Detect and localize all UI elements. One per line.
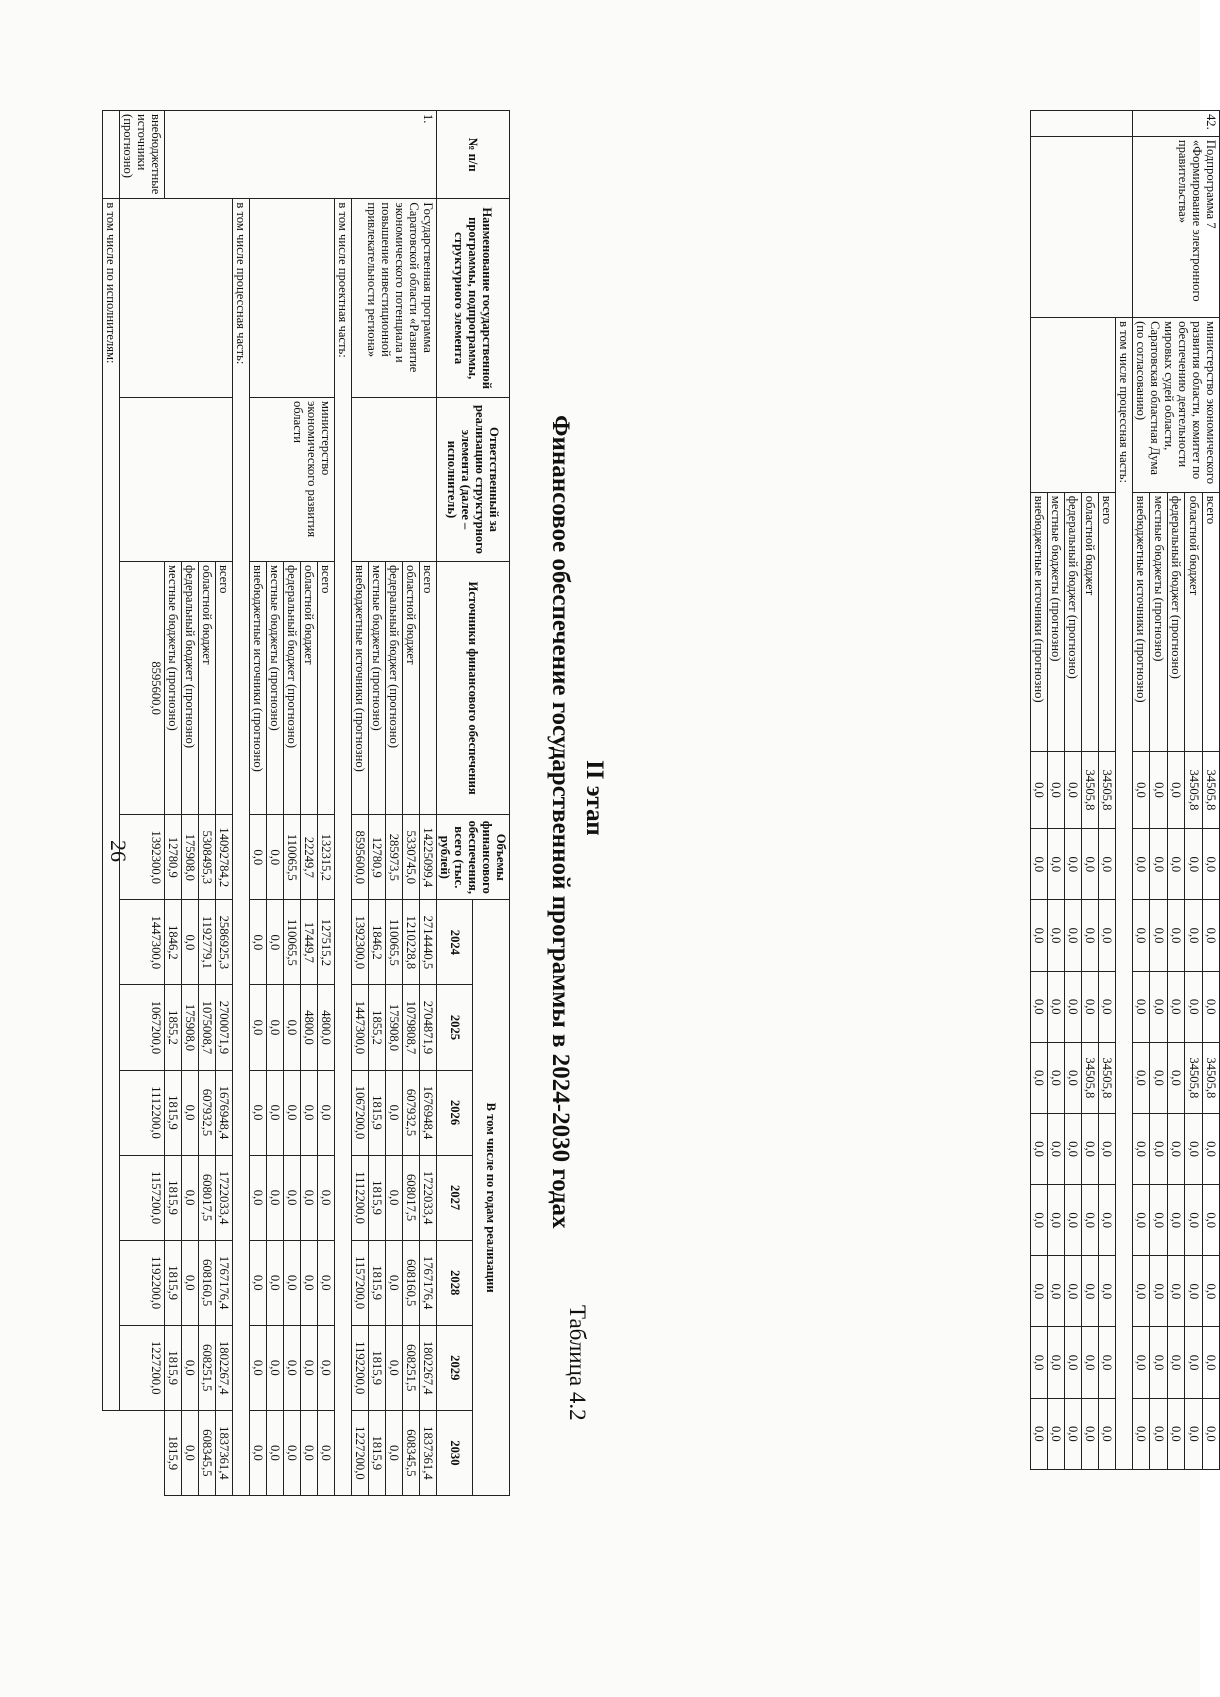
value-cell: 0,0 [1150,900,1167,971]
value-cell: 0,0 [1185,971,1202,1042]
value-cell: 5308495,3 [199,815,216,900]
source-cell: всего [1202,492,1219,751]
value-cell: 110065,5 [284,815,301,900]
value-cell: 0,0 [182,1325,199,1410]
value-cell: 175908,0 [386,985,403,1070]
source-cell: федеральный бюджет (прогнозно) [182,562,199,815]
value-cell: 0,0 [1167,1042,1184,1113]
value-cell: 0,0 [267,1155,284,1240]
value-cell: 1815,9 [165,1410,182,1495]
value-cell: 0,0 [1150,751,1167,829]
source-cell: федеральный бюджет (прогнозно) [284,562,301,815]
value-cell: 1855,2 [369,985,386,1070]
value-cell: 1192200,0 [120,1240,165,1325]
section-row [1116,111,1133,1470]
value-cell: 0,0 [1133,829,1150,900]
value-cell: 1392300,0 [120,815,165,900]
value-cell: 0,0 [1065,1327,1082,1398]
source-cell: местные бюджеты (прогнозно) [1048,492,1065,751]
value-cell: 0,0 [1133,1398,1150,1469]
value-cell: 0,0 [1202,829,1219,900]
value-cell: 0,0 [318,1070,335,1155]
table-row [318,111,335,1496]
value-cell: 0,0 [250,1240,267,1325]
header-year: 2028 [437,1240,474,1325]
header-year: 2024 [437,900,474,985]
value-cell: 0,0 [284,1240,301,1325]
value-cell: 0,0 [1082,1398,1099,1469]
value-cell: 285973,5 [386,815,403,900]
section-label: в том числе процессная часть: [233,199,250,1496]
value-cell: 5330745,0 [403,815,420,900]
empty-cell [352,397,437,561]
source-cell: областной бюджет [199,562,216,815]
value-cell: 34505,8 [1082,751,1099,829]
value-cell: 0,0 [1031,1327,1048,1398]
value-cell: 0,0 [1133,751,1150,829]
value-cell: 0,0 [1202,1398,1219,1469]
value-cell: 0,0 [1133,1042,1150,1113]
value-cell: 608017,5 [199,1155,216,1240]
header-responsible: Ответственный за реализацию структурного элемента (далее – исполнитель) [437,397,510,561]
value-cell: 1815,9 [165,1325,182,1410]
value-cell: 0,0 [1048,829,1065,900]
value-cell: 1676948,4 [216,1070,233,1155]
value-cell: 0,0 [1185,900,1202,971]
value-cell: 110065,5 [386,900,403,985]
value-cell: 4800,0 [318,985,335,1070]
value-cell: 0,0 [1167,1327,1184,1398]
table-title: Финансовое обеспечение государственной программы в 2024-2030 годах [547,415,574,1229]
value-cell: 608251,5 [403,1325,420,1410]
source-cell: местные бюджеты (прогнозно) [1150,492,1167,751]
responsible-cell: министерство экономического развития области, комитет по обеспечению деятельности мировых судей области, Саратовская областная Дума (по согласованию) [1133,318,1220,493]
value-cell: 0,0 [182,1410,199,1495]
value-cell: 0,0 [267,1325,284,1410]
value-cell: 608345,5 [403,1410,420,1495]
header-by-years: В том числе по годам реализации [473,900,510,1496]
value-cell: 1227200,0 [352,1410,369,1495]
value-cell: 0,0 [1150,1327,1167,1398]
value-cell: 0,0 [1048,1113,1065,1184]
value-cell: 0,0 [267,985,284,1070]
value-cell: 0,0 [1065,829,1082,900]
value-cell: 0,0 [1167,1398,1184,1469]
value-cell: 110065,5 [284,900,301,985]
value-cell: 0,0 [1065,1256,1082,1327]
value-cell: 0,0 [284,1070,301,1155]
empty-cell [120,397,233,561]
empty-cell [103,111,120,199]
value-cell: 0,0 [1082,900,1099,971]
value-cell: 0,0 [1048,751,1065,829]
source-cell: внебюджетные источники (прогнозно) [1133,492,1150,751]
value-cell: 1815,9 [165,1070,182,1155]
header-volume: Объемы финансового обеспечения, всего (тыс. рублей) [437,815,510,900]
value-cell: 1447300,0 [352,985,369,1070]
value-cell: 1192200,0 [352,1325,369,1410]
value-cell: 1157200,0 [352,1240,369,1325]
source-cell: местные бюджеты (прогнозно) [267,562,284,815]
value-cell: 0,0 [1082,1185,1099,1256]
source-cell: федеральный бюджет (прогнозно) [1167,492,1184,751]
value-cell: 0,0 [182,1240,199,1325]
value-cell: 0,0 [1133,971,1150,1042]
value-cell: 0,0 [1150,1398,1167,1469]
value-cell: 0,0 [267,815,284,900]
value-cell: 0,0 [284,1325,301,1410]
value-cell: 0,0 [1202,971,1219,1042]
value-cell: 0,0 [1082,1113,1099,1184]
responsible-cell: министерство экономического развития области [250,397,335,561]
value-cell: 0,0 [1185,1256,1202,1327]
value-cell: 0,0 [1167,900,1184,971]
source-cell: областной бюджет [301,562,318,815]
value-cell: 0,0 [267,900,284,985]
header-no: № п/п [437,111,510,199]
value-cell: 0,0 [1167,1185,1184,1256]
table-row [1202,111,1219,1470]
value-cell: 1802267,4 [420,1325,437,1410]
value-cell: 0,0 [284,1410,301,1495]
value-cell: 1067200,0 [352,1070,369,1155]
value-cell: 2586925,3 [216,900,233,985]
value-cell: 0,0 [386,1410,403,1495]
value-cell: 1192779,1 [199,900,216,985]
value-cell: 0,0 [1185,1327,1202,1398]
header-year: 2029 [437,1325,474,1410]
value-cell: 1815,9 [369,1070,386,1155]
value-cell: 0,0 [1099,829,1116,900]
value-cell: 34505,8 [1099,751,1116,829]
value-cell: 1802267,4 [216,1325,233,1410]
value-cell: 0,0 [1048,1327,1065,1398]
section-row [103,111,120,1496]
value-cell: 1767176,4 [216,1240,233,1325]
value-cell: 175908,0 [182,815,199,900]
value-cell: 0,0 [1150,1185,1167,1256]
value-cell: 608160,5 [403,1240,420,1325]
program-name: Государственная программа Саратовской области «Развитие экономического потенциала и повышение инвестиционной привлекательности региона» [352,199,437,398]
source-cell: местные бюджеты (прогнозно) [369,562,386,815]
source-cell: внебюджетные источники (прогнозно) [250,562,267,815]
source-cell: федеральный бюджет (прогнозно) [1065,492,1082,751]
value-cell: 0,0 [1133,1256,1150,1327]
header-year: 2026 [437,1070,474,1155]
source-cell: федеральный бюджет (прогнозно) [386,562,403,815]
value-cell: 0,0 [1099,971,1116,1042]
empty-cell [1031,318,1116,493]
value-cell: 0,0 [1167,829,1184,900]
value-cell: 0,0 [1167,971,1184,1042]
subprogram-table-body [1031,111,1220,1470]
value-cell: 0,0 [1048,1256,1065,1327]
value-cell: 1392300,0 [352,900,369,985]
source-cell: всего [216,562,233,815]
value-cell: 1815,9 [165,1155,182,1240]
section-label: в том числе процессная часть: [1116,318,1133,1470]
value-cell: 0,0 [386,1155,403,1240]
value-cell: 0,0 [1031,1256,1048,1327]
value-cell: 0,0 [1065,971,1082,1042]
value-cell: 0,0 [1065,900,1082,971]
value-cell: 34505,8 [1099,1042,1116,1113]
value-cell: 132315,2 [318,815,335,900]
source-cell: областной бюджет [403,562,420,815]
value-cell: 0,0 [301,1070,318,1155]
value-cell: 1210228,8 [403,900,420,985]
section-row [335,111,352,1496]
value-cell: 0,0 [284,1155,301,1240]
value-cell: 4800,0 [301,985,318,1070]
value-cell: 0,0 [1031,751,1048,829]
row-number: 1. [165,111,437,199]
value-cell: 0,0 [250,900,267,985]
value-cell: 1067200,0 [120,985,165,1070]
value-cell: 0,0 [250,1325,267,1410]
value-cell: 1815,9 [369,1240,386,1325]
value-cell: 0,0 [1133,1327,1150,1398]
value-cell: 0,0 [1048,971,1065,1042]
value-cell: 0,0 [1031,900,1048,971]
header-row-1 [473,111,510,1496]
value-cell: 14092784,2 [216,815,233,900]
value-cell: 2704871,9 [420,985,437,1070]
value-cell: 0,0 [1150,1113,1167,1184]
value-cell: 0,0 [1048,1042,1065,1113]
value-cell: 0,0 [1133,1113,1150,1184]
value-cell: 0,0 [301,1240,318,1325]
value-cell: 1676948,4 [420,1070,437,1155]
value-cell: 0,0 [182,900,199,985]
value-cell: 175908,0 [182,985,199,1070]
value-cell: 608160,5 [199,1240,216,1325]
value-cell: 0,0 [250,1155,267,1240]
financing-table [102,110,510,1496]
value-cell: 0,0 [1065,1042,1082,1113]
value-cell: 0,0 [1167,1256,1184,1327]
header-year: 2030 [437,1410,474,1495]
value-cell: 0,0 [386,1325,403,1410]
value-cell: 1815,9 [369,1410,386,1495]
value-cell: 0,0 [1099,1113,1116,1184]
value-cell: 0,0 [1099,900,1116,971]
source-cell: местные бюджеты (прогнозно) [165,562,182,815]
value-cell: 0,0 [1202,1327,1219,1398]
source-cell: всего [318,562,335,815]
value-cell: 0,0 [1202,1113,1219,1184]
header-year: 2027 [437,1155,474,1240]
value-cell: 0,0 [1065,1113,1082,1184]
source-cell: внебюджетные источники (прогнозно) [352,562,369,815]
value-cell: 0,0 [1167,1113,1184,1184]
value-cell: 8595600,0 [120,562,165,815]
value-cell: 0,0 [1150,1256,1167,1327]
value-cell: 1846,2 [165,900,182,985]
value-cell: 34505,8 [1185,1042,1202,1113]
value-cell: 607932,5 [199,1070,216,1155]
value-cell: 0,0 [318,1240,335,1325]
value-cell: 0,0 [301,1155,318,1240]
value-cell: 0,0 [182,1155,199,1240]
value-cell: 0,0 [1082,1256,1099,1327]
value-cell: 0,0 [1185,1185,1202,1256]
program-name: Подпрограмма 7 «Формирование электронного правительства» [1133,136,1220,317]
value-cell: 0,0 [1082,829,1099,900]
financing-table-body [103,111,437,1496]
empty-cell [120,199,233,398]
value-cell: 0,0 [1065,1398,1082,1469]
value-cell: 0,0 [318,1155,335,1240]
subprogram-table [1030,110,1220,1470]
value-cell: 0,0 [267,1240,284,1325]
value-cell: 1767176,4 [420,1240,437,1325]
value-cell: 0,0 [250,1410,267,1495]
value-cell: 0,0 [250,985,267,1070]
value-cell: 8595600,0 [352,815,369,900]
value-cell: 0,0 [1185,1113,1202,1184]
stage-label: II этап [581,760,608,836]
value-cell: 1079808,7 [403,985,420,1070]
value-cell: 0,0 [1031,1398,1048,1469]
value-cell: 0,0 [1031,1042,1048,1113]
value-cell: 0,0 [1065,751,1082,829]
value-cell: 14225099,4 [420,815,437,900]
value-cell: 0,0 [1133,1185,1150,1256]
value-cell: 1815,9 [165,1240,182,1325]
value-cell: 1855,2 [165,985,182,1070]
value-cell: 0,0 [1150,971,1167,1042]
value-cell: 1227200,0 [120,1325,165,1410]
value-cell: 0,0 [1048,1185,1065,1256]
section-row [233,111,250,1496]
value-cell: 34505,8 [1082,1042,1099,1113]
empty-cell [1031,136,1133,317]
value-cell: 0,0 [1031,1113,1048,1184]
value-cell: 0,0 [267,1070,284,1155]
value-cell: 0,0 [1048,1398,1065,1469]
value-cell: 0,0 [301,1410,318,1495]
value-cell: 34505,8 [1202,1042,1219,1113]
value-cell: 0,0 [1185,1398,1202,1469]
row-number: 42. [1133,111,1220,137]
value-cell: 0,0 [318,1325,335,1410]
header-year: 2025 [437,985,474,1070]
value-cell: 34505,8 [1202,751,1219,829]
source-cell: внебюджетные источники (прогнозно) [120,111,165,199]
table-number: Таблица 4.2 [565,1305,590,1421]
section-label: в том числе по исполнителям: [103,199,120,1410]
header-name: Наименование государственной программы, подпрограммы, структурного элемента [437,199,510,398]
section-label: в том числе проектная часть: [335,199,352,1496]
value-cell: 608345,5 [199,1410,216,1495]
value-cell: 0,0 [1048,900,1065,971]
value-cell: 0,0 [250,815,267,900]
value-cell: 0,0 [1167,751,1184,829]
value-cell: 0,0 [301,1325,318,1410]
value-cell: 0,0 [1202,900,1219,971]
value-cell: 0,0 [1082,1327,1099,1398]
value-cell: 0,0 [1185,829,1202,900]
value-cell: 1447300,0 [120,900,165,985]
empty-cell [1031,111,1133,137]
source-cell: всего [1099,492,1116,751]
source-cell: областной бюджет [1185,492,1202,751]
value-cell: 0,0 [1031,1185,1048,1256]
value-cell: 0,0 [1099,1256,1116,1327]
value-cell: 1837361,4 [420,1410,437,1495]
value-cell: 2700071,9 [216,985,233,1070]
header-sources: Источники финансового обеспечения [437,562,510,815]
value-cell: 0,0 [1082,971,1099,1042]
source-cell: внебюджетные источники (прогнозно) [1031,492,1048,751]
value-cell: 1815,9 [369,1325,386,1410]
table-row [216,111,233,1496]
value-cell: 1846,2 [369,900,386,985]
value-cell: 608017,5 [403,1155,420,1240]
value-cell: 2714440,5 [420,900,437,985]
value-cell: 0,0 [1150,829,1167,900]
value-cell: 34505,8 [1185,751,1202,829]
value-cell: 17449,7 [301,900,318,985]
value-cell: 607932,5 [403,1070,420,1155]
value-cell: 0,0 [386,1070,403,1155]
value-cell: 1815,9 [369,1155,386,1240]
empty-cell [250,199,335,398]
value-cell: 0,0 [1031,829,1048,900]
value-cell: 1112200,0 [352,1155,369,1240]
value-cell: 608251,5 [199,1325,216,1410]
value-cell: 12780,9 [369,815,386,900]
value-cell: 0,0 [1099,1327,1116,1398]
value-cell: 0,0 [1202,1256,1219,1327]
value-cell: 0,0 [386,1240,403,1325]
source-cell: областной бюджет [1082,492,1099,751]
source-cell: всего [420,562,437,815]
value-cell: 0,0 [1150,1042,1167,1113]
value-cell: 1112200,0 [120,1070,165,1155]
value-cell: 0,0 [1202,1185,1219,1256]
value-cell: 0,0 [318,1410,335,1495]
value-cell: 1722033,4 [420,1155,437,1240]
value-cell: 0,0 [1065,1185,1082,1256]
value-cell: 0,0 [1099,1185,1116,1256]
value-cell: 1722033,4 [216,1155,233,1240]
value-cell: 0,0 [182,1070,199,1155]
value-cell: 0,0 [284,985,301,1070]
page-number: 26 [106,840,131,862]
value-cell: 1075008,7 [199,985,216,1070]
value-cell: 0,0 [250,1070,267,1155]
value-cell: 1837361,4 [216,1410,233,1495]
value-cell: 1157200,0 [120,1155,165,1240]
value-cell: 0,0 [1133,900,1150,971]
value-cell: 0,0 [267,1410,284,1495]
value-cell: 127515,2 [318,900,335,985]
value-cell: 0,0 [1099,1398,1116,1469]
value-cell: 12780,9 [165,815,182,900]
table-row [420,111,437,1496]
value-cell: 0,0 [1031,971,1048,1042]
value-cell: 22249,7 [301,815,318,900]
